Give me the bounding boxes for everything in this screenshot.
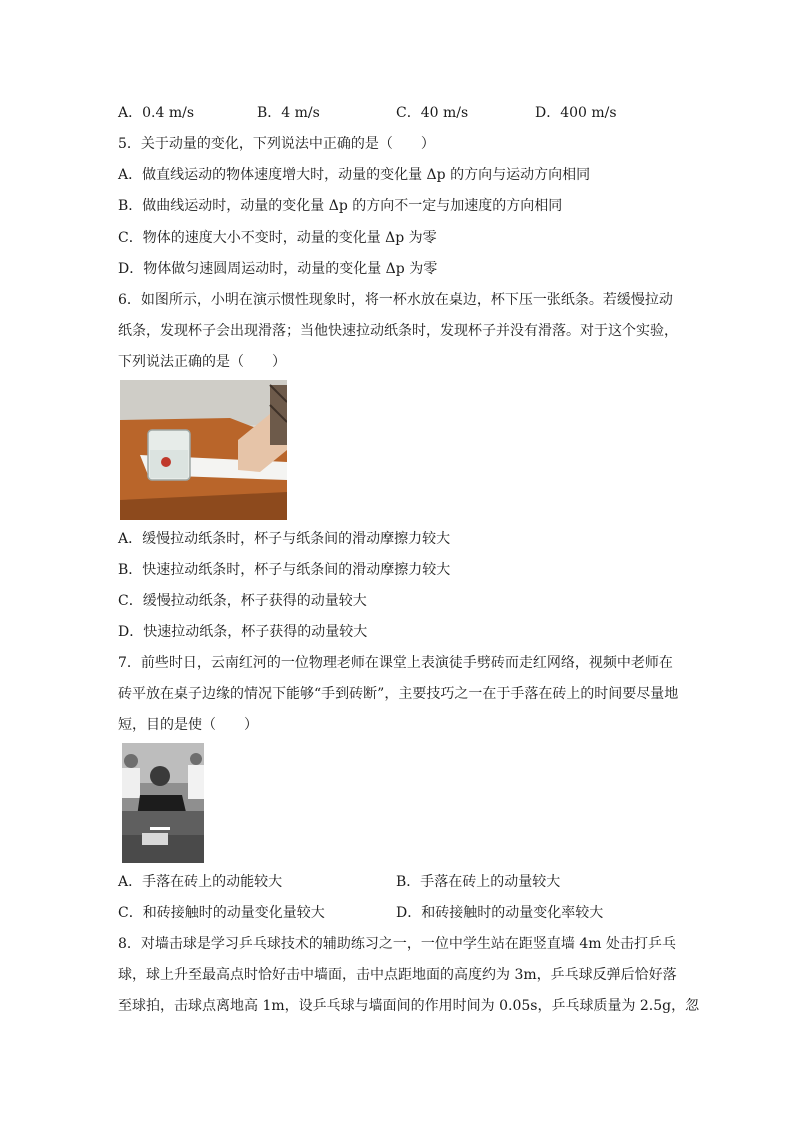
q5-option-b: B．做曲线运动时，动量的变化量 Δp 的方向不一定与加速度的方向相同 — [118, 198, 563, 214]
q4-option-b: B．4 m/s — [257, 105, 320, 121]
q5-stem: 5．关于动量的变化，下列说法中正确的是（ ） — [118, 136, 435, 152]
q4-option-a: A．0.4 m/s — [118, 105, 195, 121]
q6-option-a: A．缓慢拉动纸条时，杯子与纸条间的滑动摩擦力较大 — [118, 531, 451, 547]
q6-option-d: D．快速拉动纸条，杯子获得的动量较大 — [118, 624, 368, 640]
q6-stem-line-2: 纸条，发现杯子会出现滑落；当他快速拉动纸条时，发现杯子并没有滑落。对于这个实验， — [118, 323, 678, 339]
q7-option-c: C．和砖接触时的动量变化量较大 — [118, 905, 325, 921]
q5-option-d: D．物体做匀速圆周运动时，动量的变化量 Δp 为零 — [118, 261, 438, 277]
q4-option-c: C．40 m/s — [396, 105, 469, 121]
q7-option-d: D．和砖接触时的动量变化率较大 — [396, 905, 604, 921]
q5-option-a: A．做直线运动的物体速度增大时，动量的变化量 Δp 的方向与运动方向相同 — [118, 167, 591, 183]
q7-option-a: A．手落在砖上的动能较大 — [118, 874, 283, 890]
brick-chop-photo — [122, 743, 204, 863]
q7-stem-line-3: 短，目的是使（ ） — [118, 717, 258, 733]
cup-paper-strip-photo — [120, 380, 287, 520]
q8-stem-line-1: 8．对墙击球是学习乒乓球技术的辅助练习之一，一位中学生站在距竖直墙 4m 处击打乒乓 — [118, 936, 676, 952]
q6-stem-line-3: 下列说法正确的是（ ） — [118, 354, 286, 370]
q6-option-b: B．快速拉动纸条时，杯子与纸条间的滑动摩擦力较大 — [118, 562, 451, 578]
q6-option-c: C．缓慢拉动纸条，杯子获得的动量较大 — [118, 593, 367, 609]
q7-option-b: B．手落在砖上的动量较大 — [396, 874, 561, 890]
q8-stem-line-2: 球，球上升至最高点时恰好击中墙面，击中点距地面的高度约为 3m，乒乓球反弹后恰好落 — [118, 967, 677, 983]
q6-stem-line-1: 6．如图所示，小明在演示惯性现象时，将一杯水放在桌边，杯下压一张纸条。若缓慢拉动 — [118, 292, 673, 308]
q5-option-c: C．物体的速度大小不变时，动量的变化量 Δp 为零 — [118, 230, 437, 246]
q8-stem-line-3: 至球拍，击球点离地高 1m，设乒乓球与墙面间的作用时间为 0.05s，乒乓球质量为 2.5g，忽 — [118, 998, 700, 1014]
q7-stem-line-1: 7．前些时日，云南红河的一位物理老师在课堂上表演徒手劈砖而走红网络，视频中老师在 — [118, 655, 673, 671]
q7-stem-line-2: 砖平放在桌子边缘的情况下能够“手到砖断”，主要技巧之一在于手落在砖上的时间要尽量地 — [118, 686, 679, 702]
q4-option-d: D．400 m/s — [535, 105, 617, 121]
